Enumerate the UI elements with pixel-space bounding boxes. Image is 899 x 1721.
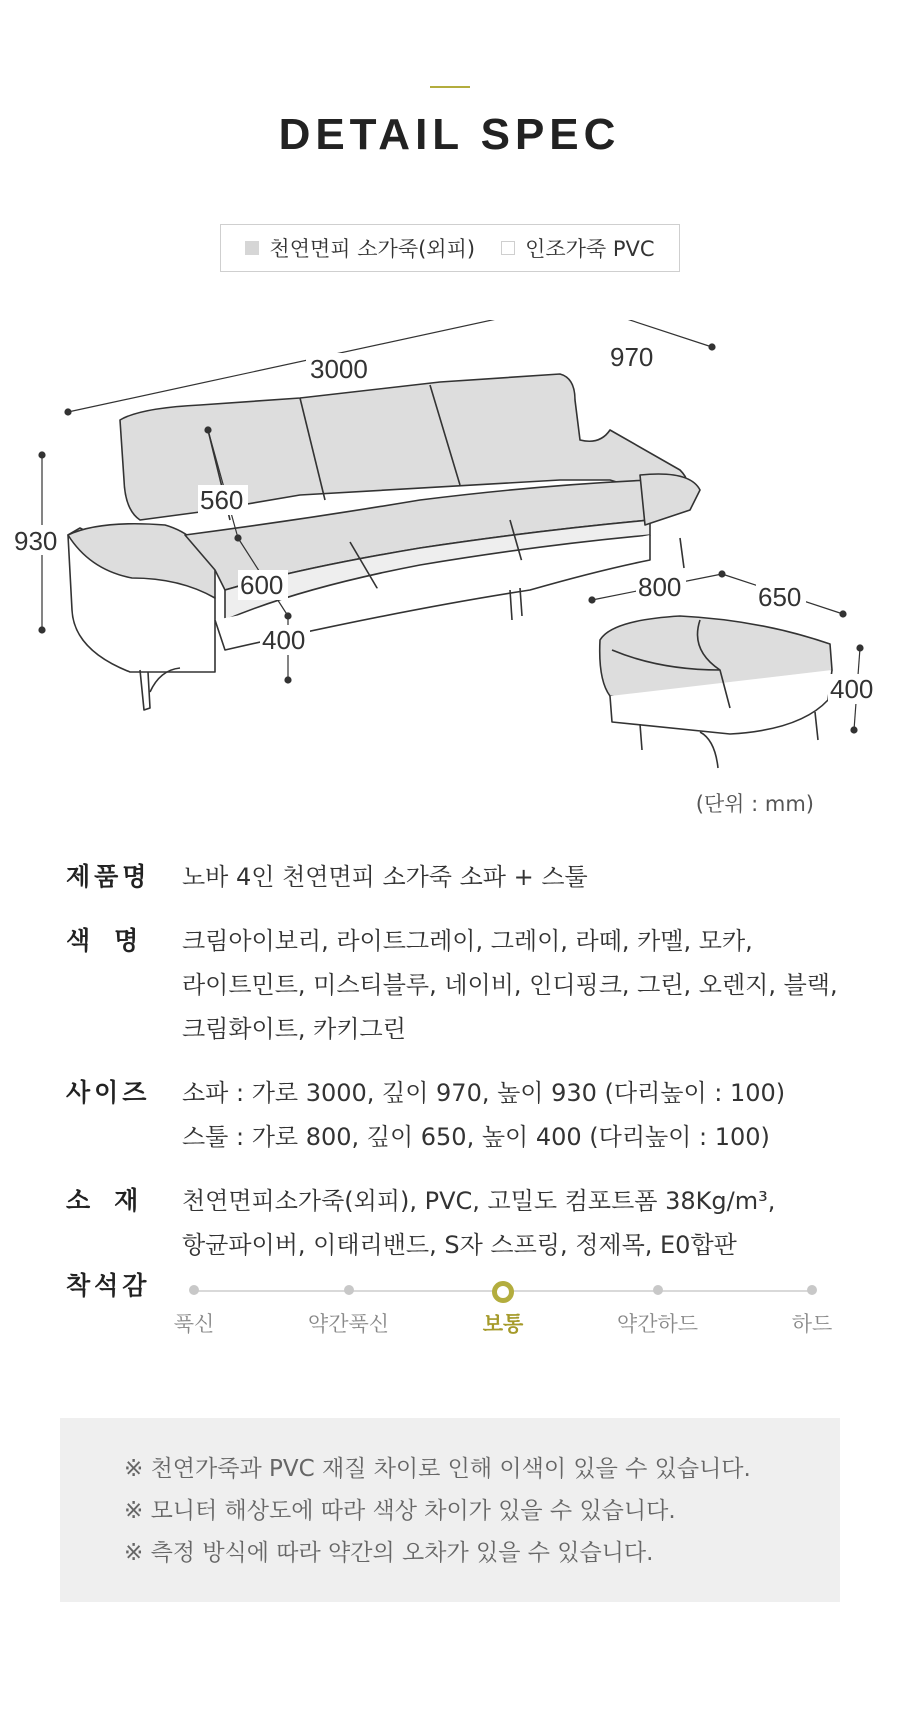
spec-line: 크림화이트, 카키그린 [182, 1015, 406, 1043]
spec-line: 노바 4인 천연면피 소가죽 소파 + 스툴 [182, 863, 588, 891]
legend-label: 인조가죽 PVC [525, 237, 655, 261]
notes-box [60, 1418, 840, 1602]
spec-value [182, 855, 588, 899]
comfort-level-label: 푹신 [173, 1312, 215, 1336]
comfort-dot [807, 1285, 817, 1295]
comfort-level-label: 약간푹신 [307, 1312, 390, 1336]
comfort-dot [189, 1285, 199, 1295]
spec-line: 크림아이보리, 라이트그레이, 그레이, 라떼, 카멜, 모카, [182, 927, 753, 955]
comfort-dot-selected [492, 1281, 514, 1303]
dim-sofa-depth: 970 [610, 342, 654, 372]
comfort-level-label: 하드 [791, 1312, 833, 1336]
spec-line: 항균파이버, 이태리밴드, S자 스프링, 정제목, E0합판 [182, 1231, 737, 1259]
spec-table [66, 855, 846, 1287]
sofa-drawing [68, 374, 832, 768]
spec-label: 제품명 [66, 862, 151, 891]
legend-item-pvc [501, 233, 655, 263]
spec-label: 색명 [66, 926, 163, 955]
comfort-scale [66, 1268, 856, 1338]
spec-row-material [66, 1179, 846, 1267]
note-line: ※ 모니터 해상도에 따라 색상 차이가 있을 수 있습니다. [124, 1498, 676, 1524]
page-title: DETAIL SPEC [278, 110, 621, 159]
material-legend [220, 224, 680, 272]
spec-row-color [66, 919, 846, 1051]
spec-value [182, 1179, 775, 1267]
empty-swatch-icon [501, 241, 515, 255]
title-accent-line [430, 86, 470, 88]
comfort-label: 착석감 [66, 1271, 151, 1300]
comfort-level-label: 약간하드 [616, 1312, 699, 1336]
dim-seat-depth-2: 600 [240, 570, 284, 600]
dim-stool-height: 400 [830, 674, 874, 704]
spec-line: 소파 : 가로 3000, 깊이 970, 높이 930 (다리높이 : 100) [182, 1079, 786, 1107]
dim-sofa-height: 930 [14, 526, 58, 556]
comfort-dot [653, 1285, 663, 1295]
sofa-dimension-diagram [0, 320, 899, 770]
dim-seat-height: 400 [262, 625, 306, 655]
spec-value [182, 1071, 785, 1159]
spec-row-product [66, 855, 846, 899]
dim-stool-width: 800 [638, 572, 682, 602]
note-line: ※ 측정 방식에 따라 약간의 오차가 있을 수 있습니다. [124, 1540, 654, 1566]
note-line: ※ 천연가죽과 PVC 재질 차이로 인해 이색이 있을 수 있습니다. [124, 1456, 751, 1482]
spec-line: 라이트민트, 미스티블루, 네이비, 인디핑크, 그린, 오렌지, 블랙, [182, 971, 838, 999]
spec-value [182, 919, 838, 1051]
legend-item-leather [245, 233, 475, 263]
dim-stool-depth: 650 [758, 582, 802, 612]
dim-seat-depth: 560 [200, 485, 244, 515]
spec-line: 천연면피소가죽(외피), PVC, 고밀도 컴포트폼 38Kg/m³, [182, 1187, 776, 1215]
spec-label: 소재 [66, 1186, 163, 1215]
spec-row-size [66, 1071, 846, 1159]
filled-swatch-icon [245, 241, 259, 255]
comfort-level-label: 보통 [482, 1312, 524, 1336]
legend-label: 천연면피 소가죽(외피) [269, 237, 476, 261]
comfort-dot [344, 1285, 354, 1295]
unit-note: (단위 : mm) [695, 792, 814, 816]
spec-line: 스툴 : 가로 800, 깊이 650, 높이 400 (다리높이 : 100) [182, 1123, 770, 1151]
spec-label: 사이즈 [66, 1078, 151, 1107]
dim-sofa-width: 3000 [310, 354, 368, 384]
